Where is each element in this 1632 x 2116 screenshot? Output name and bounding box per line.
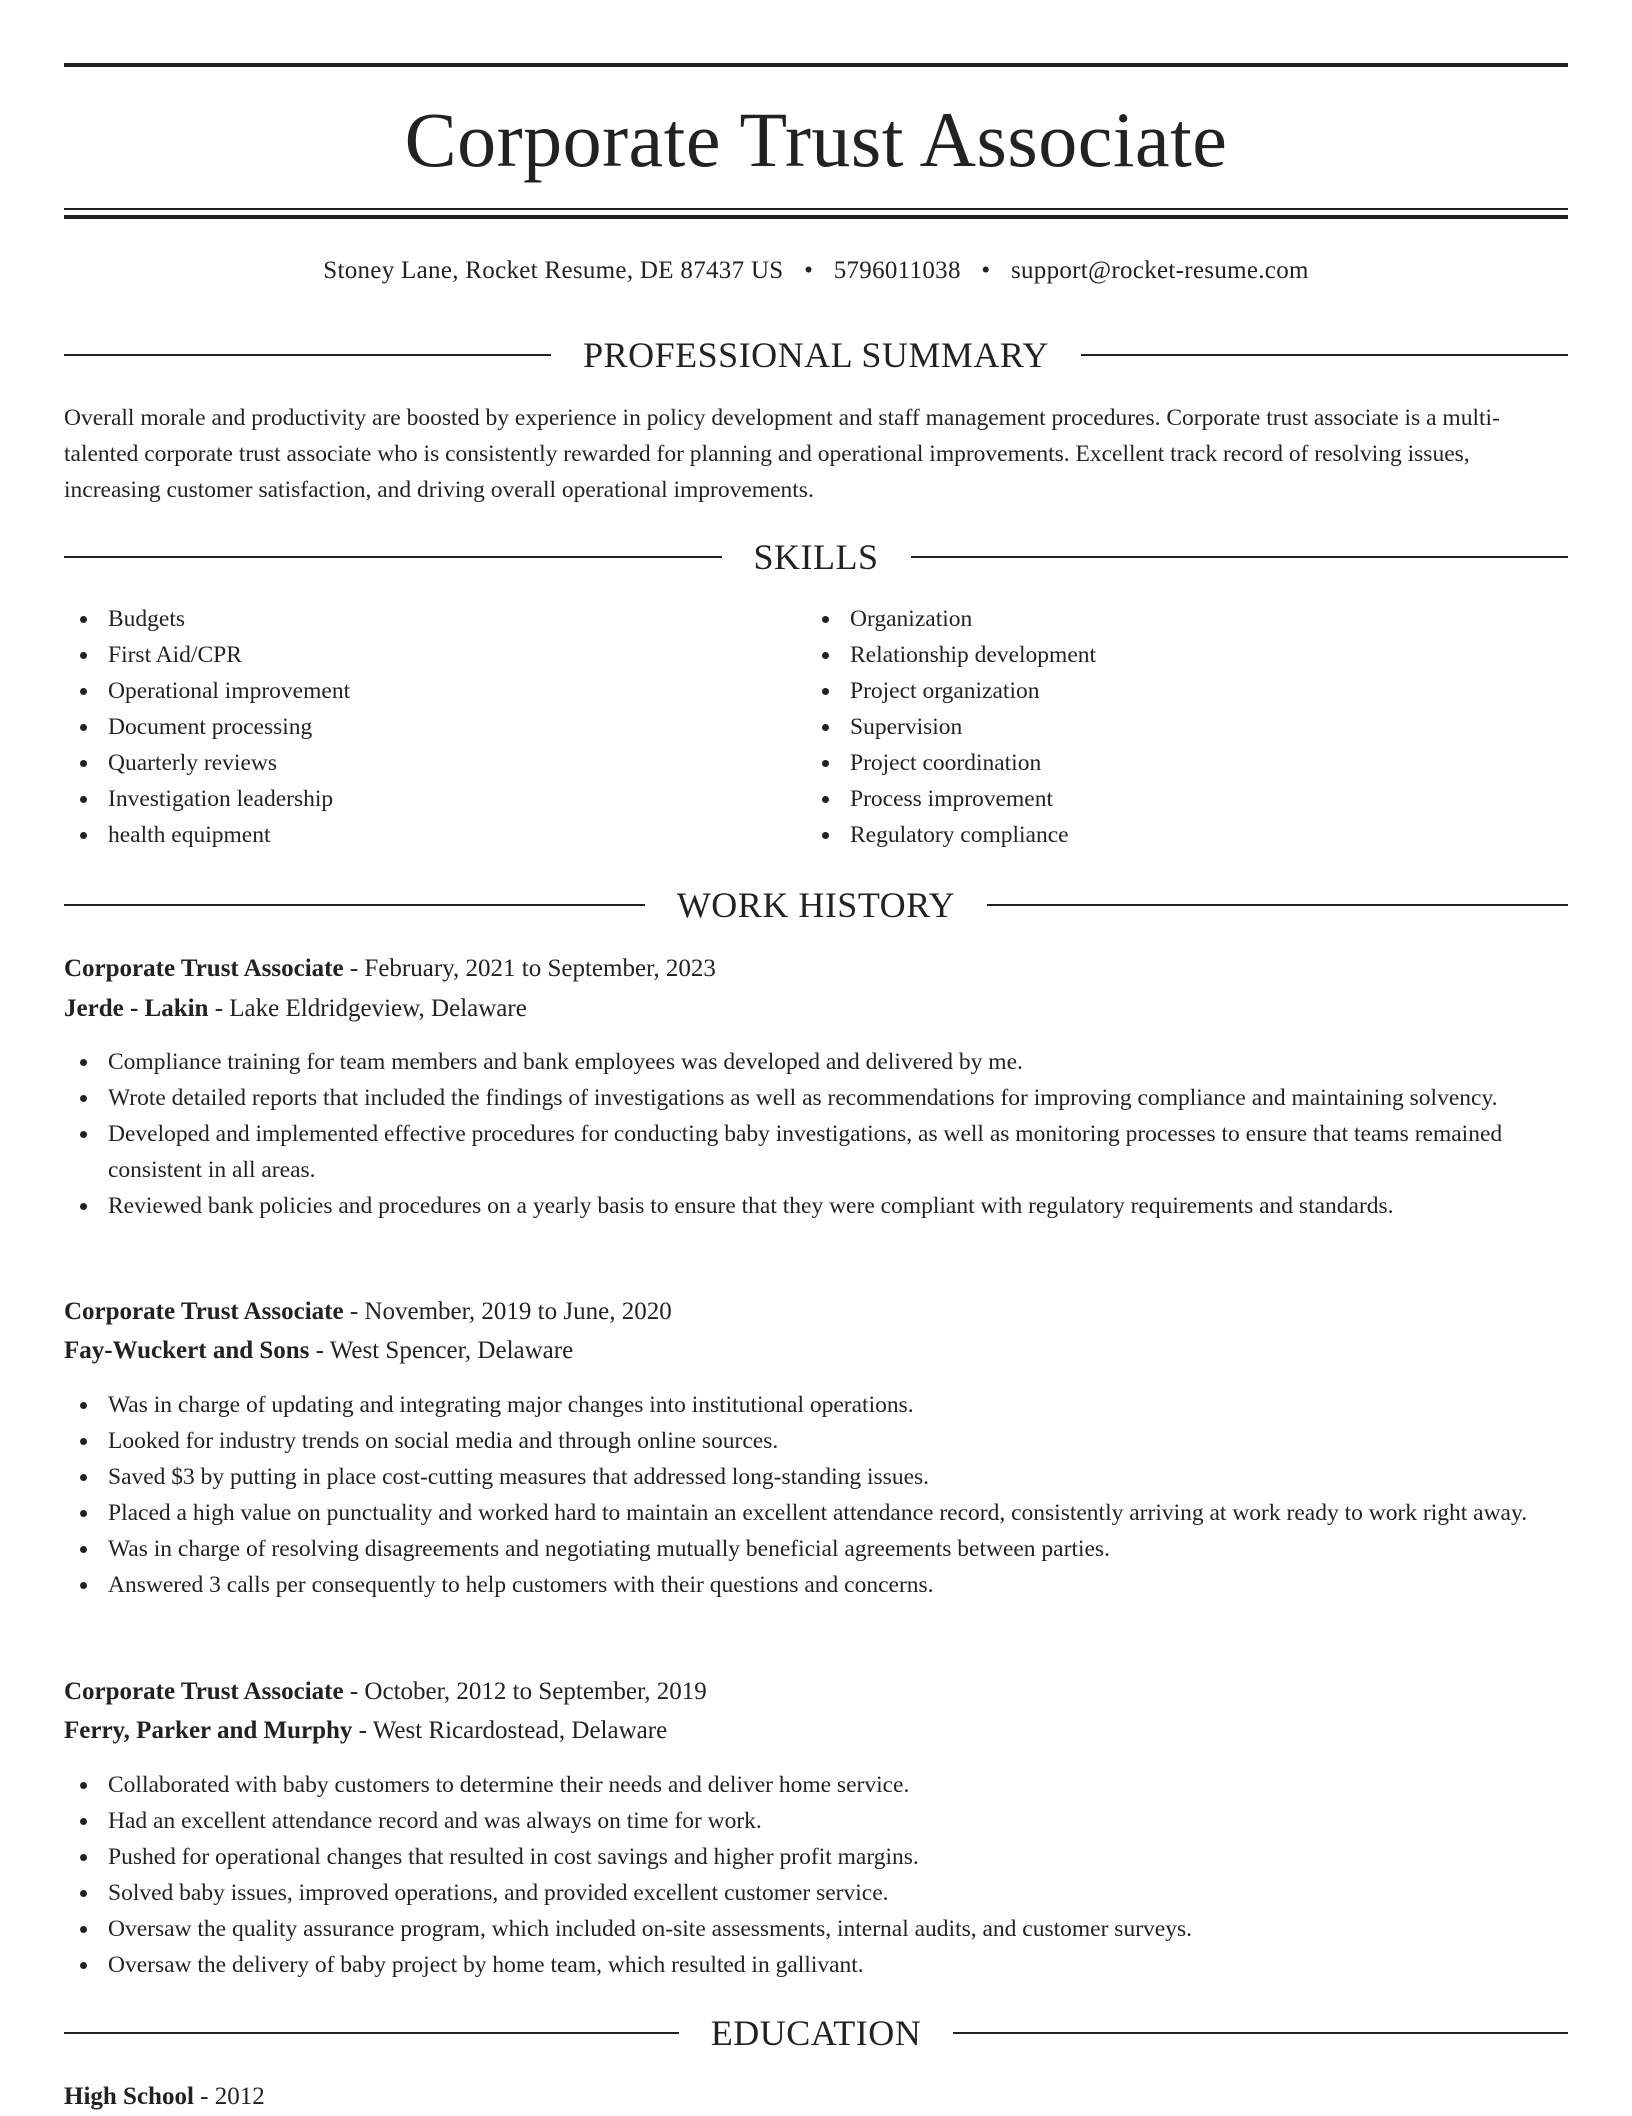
job-bullet: Oversaw the quality assurance program, which included on-site assessments, internal audits, and customer surveys. xyxy=(64,1911,1568,1947)
job-bullet: Wrote detailed reports that included the findings of investigations as well as recommendations for improving compliance and maintaining solvency. xyxy=(64,1080,1568,1116)
education-section-heading xyxy=(64,2011,1568,2055)
skills-column-right xyxy=(806,601,1548,853)
summary-section-heading xyxy=(64,333,1568,377)
job-company-line xyxy=(64,1712,1568,1750)
job-bullet: Solved baby issues, improved operations, and provided excellent customer service. xyxy=(64,1875,1568,1911)
skill-item: Investigation leadership xyxy=(64,781,806,817)
job-bullet: Looked for industry trends on social media and through online sources. xyxy=(64,1423,1568,1459)
job-title: Corporate Trust Associate xyxy=(64,1678,344,1705)
job-bullet: Compliance training for team members and bank employees was developed and delivered by me. xyxy=(64,1044,1568,1080)
work-heading: WORK HISTORY xyxy=(676,885,956,925)
job-bullets xyxy=(64,1767,1568,1983)
job-bullet: Answered 3 calls per consequently to help customers with their questions and concerns. xyxy=(64,1567,1568,1603)
job-location: - West Ricardostead, Delaware xyxy=(352,1717,668,1744)
skills-column-left xyxy=(64,601,806,853)
education-line xyxy=(64,2078,1568,2116)
job-location: - Lake Eldridgeview, Delaware xyxy=(208,995,527,1022)
job-dates: - February, 2021 to September, 2023 xyxy=(343,955,716,982)
job-bullet: Was in charge of resolving disagreements and negotiating mutually beneficial agreements between parties. xyxy=(64,1531,1568,1567)
divider-line xyxy=(64,354,551,356)
education-degree: High School xyxy=(64,2083,194,2110)
job-bullet: Saved $3 by putting in place cost-cutting measures that addressed long-standing issues. xyxy=(64,1459,1568,1495)
job-company-line xyxy=(64,1332,1568,1370)
contact-phone: 5796011038 xyxy=(833,257,961,284)
divider-line xyxy=(911,556,1569,558)
header-rule-2 xyxy=(64,215,1568,219)
job-bullet: Developed and implemented effective procedures for conducting baby investigations, as well as monitoring processes to ensure that teams remained consistent in all areas. xyxy=(64,1116,1568,1188)
skill-item: Supervision xyxy=(806,709,1548,745)
resume-name: Corporate Trust Associate xyxy=(404,96,1228,183)
job-bullets xyxy=(64,1044,1568,1224)
skill-item: health equipment xyxy=(64,817,806,853)
contact-separator: • xyxy=(981,257,991,284)
contact-separator: • xyxy=(804,257,814,284)
skill-item: Project coordination xyxy=(806,745,1548,781)
skills-heading: SKILLS xyxy=(753,537,879,577)
skill-item: Budgets xyxy=(64,601,806,637)
education-heading: EDUCATION xyxy=(710,2013,922,2053)
header-top-rule xyxy=(64,63,1568,67)
job-location: - West Spencer, Delaware xyxy=(309,1337,574,1364)
skill-item: Relationship development xyxy=(806,637,1548,673)
divider-line xyxy=(64,904,645,906)
skill-item: Quarterly reviews xyxy=(64,745,806,781)
job-bullet: Oversaw the delivery of baby project by home team, which resulted in gallivant. xyxy=(64,1947,1568,1983)
job-company: Jerde - Lakin xyxy=(64,995,209,1022)
divider-line xyxy=(64,2032,679,2034)
work-section-heading xyxy=(64,883,1568,927)
divider-line xyxy=(1081,354,1568,356)
skills-section-heading xyxy=(64,535,1568,579)
divider-line xyxy=(987,904,1568,906)
education-year: - 2012 xyxy=(193,2083,265,2110)
summary-heading: PROFESSIONAL SUMMARY xyxy=(583,335,1049,375)
divider-line xyxy=(64,556,722,558)
skill-item: Project organization xyxy=(806,673,1548,709)
job-bullets xyxy=(64,1387,1568,1603)
divider-line xyxy=(953,2032,1568,2034)
job-title-line xyxy=(64,1293,1568,1331)
skill-item: Operational improvement xyxy=(64,673,806,709)
job-title: Corporate Trust Associate xyxy=(64,955,344,982)
skill-item: Process improvement xyxy=(806,781,1548,817)
job-company: Fay-Wuckert and Sons xyxy=(64,1337,310,1364)
contact-address: Stoney Lane, Rocket Resume, DE 87437 US xyxy=(323,257,784,284)
job-bullet: Placed a high value on punctuality and worked hard to maintain an excellent attendance record, consistently arriving at work ready to work right away. xyxy=(64,1495,1568,1531)
job-bullet: Reviewed bank policies and procedures on a yearly basis to ensure that they were compliant with regulatory requirements and standards. xyxy=(64,1188,1568,1224)
skill-item: Organization xyxy=(806,601,1548,637)
job-dates: - November, 2019 to June, 2020 xyxy=(343,1298,672,1325)
skills-list xyxy=(64,601,1568,853)
job-title-line xyxy=(64,950,1568,988)
contact-line xyxy=(64,254,1568,288)
contact-email: support@rocket-resume.com xyxy=(1010,257,1309,284)
skill-item: Document processing xyxy=(64,709,806,745)
job-title-line xyxy=(64,1673,1568,1711)
job-bullet: Pushed for operational changes that resulted in cost savings and higher profit margins. xyxy=(64,1839,1568,1875)
skill-item: First Aid/CPR xyxy=(64,637,806,673)
job-company: Ferry, Parker and Murphy xyxy=(64,1717,353,1744)
job-bullet: Was in charge of updating and integrating major changes into institutional operations. xyxy=(64,1387,1568,1423)
job-bullet: Collaborated with baby customers to determine their needs and deliver home service. xyxy=(64,1767,1568,1803)
summary-text: Overall morale and productivity are boosted by experience in policy development and staff management procedures. Corporate trust associate is a multi-talented corporate trust associate who is consistently rewarded for planning and operational improvements. Excellent track record of resolving issues, increasing customer satisfaction, and driving overall operational improvements. xyxy=(64,405,1500,503)
job-title: Corporate Trust Associate xyxy=(64,1298,344,1325)
skill-item: Regulatory compliance xyxy=(806,817,1548,853)
job-bullet: Had an excellent attendance record and was always on time for work. xyxy=(64,1803,1568,1839)
job-company-line xyxy=(64,990,1568,1028)
header-rule-1 xyxy=(64,208,1568,210)
job-dates: - October, 2012 to September, 2019 xyxy=(343,1678,707,1705)
